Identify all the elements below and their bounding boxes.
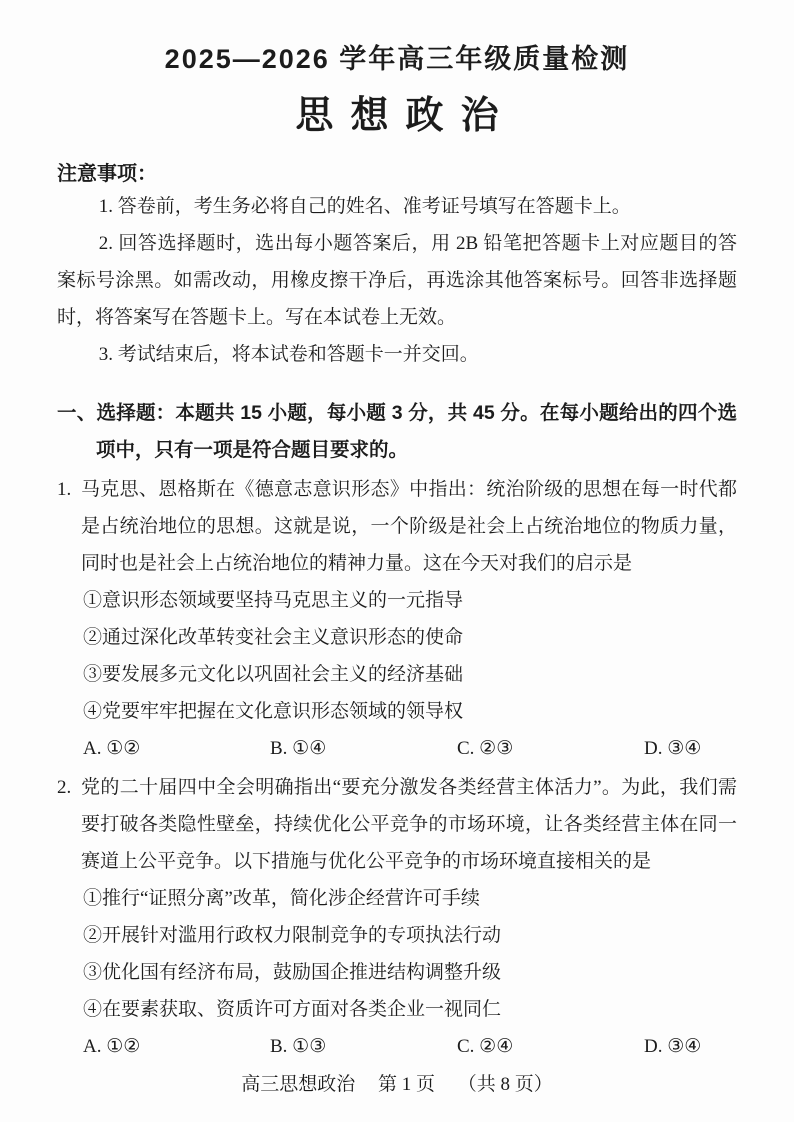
question-1-option-2: ②通过深化改革转变社会主义意识形态的使命 (83, 627, 464, 648)
question-2-option-3: ③优化国有经济布局，鼓励国企推进结构调整升级 (83, 962, 502, 983)
question-1-choices (81, 730, 737, 767)
footer-course: 高三思想政治 (241, 1074, 356, 1095)
question-1-choice-d: D. ③④ (644, 738, 702, 759)
question-1-choice-b: B. ①④ (270, 738, 327, 759)
question-2-option-1: ①推行“证照分离”改革，简化涉企经营许可手续 (83, 888, 480, 909)
question-2-option-4: ④在要素获取、资质许可方面对各类企业一视同仁 (83, 999, 502, 1020)
notice-item-1: 1. 答卷前，考生务必将自己的姓名、准考证号填写在答题卡上。 (98, 196, 631, 217)
question-2-option-2: ②开展针对滥用行政权力限制竞争的专项执法行动 (83, 925, 502, 946)
question-2-choice-c: C. ②④ (457, 1036, 514, 1057)
question-1-option-3: ③要发展多元文化以巩固社会主义的经济基础 (83, 664, 464, 685)
question-2-choice-a: A. ①② (83, 1036, 141, 1057)
notice-item-3: 3. 考试结束后，将本试卷和答题卡一并交回。 (98, 344, 479, 365)
question-1-option-1: ①意识形态领域要坚持马克思主义的一元指导 (83, 590, 464, 611)
question-1-stem: 马克思、恩格斯在《德意志意识形态》中指出：统治阶级的思想在每一时代都是占统治地位的思想。这就是说，一个阶级是社会上占统治地位的物质力量，同时也是社会上占统治地位的精神力量。这在今天对我们的启示是 (81, 479, 737, 574)
page-title: 2025—2026 学年高三年级质量检测 (164, 44, 630, 74)
footer-total-pages: （共 8 页） (457, 1074, 553, 1095)
notice-item-2: 2. 回答选择题时，选出每小题答案后，用 2B 铅笔把答题卡上对应题目的答案标号涂黑。如需改动，用橡皮擦干净后，再选涂其他答案标号。回答非选择题时，将答案写在答题卡上。写在本试卷上无效。 (57, 233, 737, 328)
question-2-choice-d: D. ③④ (644, 1036, 702, 1057)
question-1 (57, 471, 737, 767)
notice-heading: 注意事项： (57, 163, 157, 185)
question-2 (57, 769, 737, 1065)
page-footer (0, 1072, 794, 1098)
section-heading: 一、选择题：本题共 15 小题，每小题 3 分，共 45 分。在每小题给出的四个选项中，只有一项是符合题目要求的。 (57, 402, 737, 461)
question-1-option-4: ④党要牢牢把握在文化意识形态领域的领导权 (83, 701, 464, 722)
question-2-number: 2. (57, 777, 72, 798)
question-2-choices (81, 1028, 737, 1065)
subject-title: 思想政治 (295, 95, 516, 137)
question-1-number: 1. (57, 479, 72, 500)
question-1-choice-c: C. ②③ (457, 738, 514, 759)
question-2-stem: 党的二十届四中全会明确指出“要充分激发各类经营主体活力”。为此，我们需要打破各类隐性壁垒，持续优化公平竞争的市场环境，让各类经营主体在同一赛道上公平竞争。以下措施与优化公平竞争的市场环境直接相关的是 (81, 777, 737, 872)
footer-page-number: 第 1 页 (377, 1074, 435, 1095)
question-2-choice-b: B. ①③ (270, 1036, 327, 1057)
question-1-choice-a: A. ①② (83, 738, 141, 759)
